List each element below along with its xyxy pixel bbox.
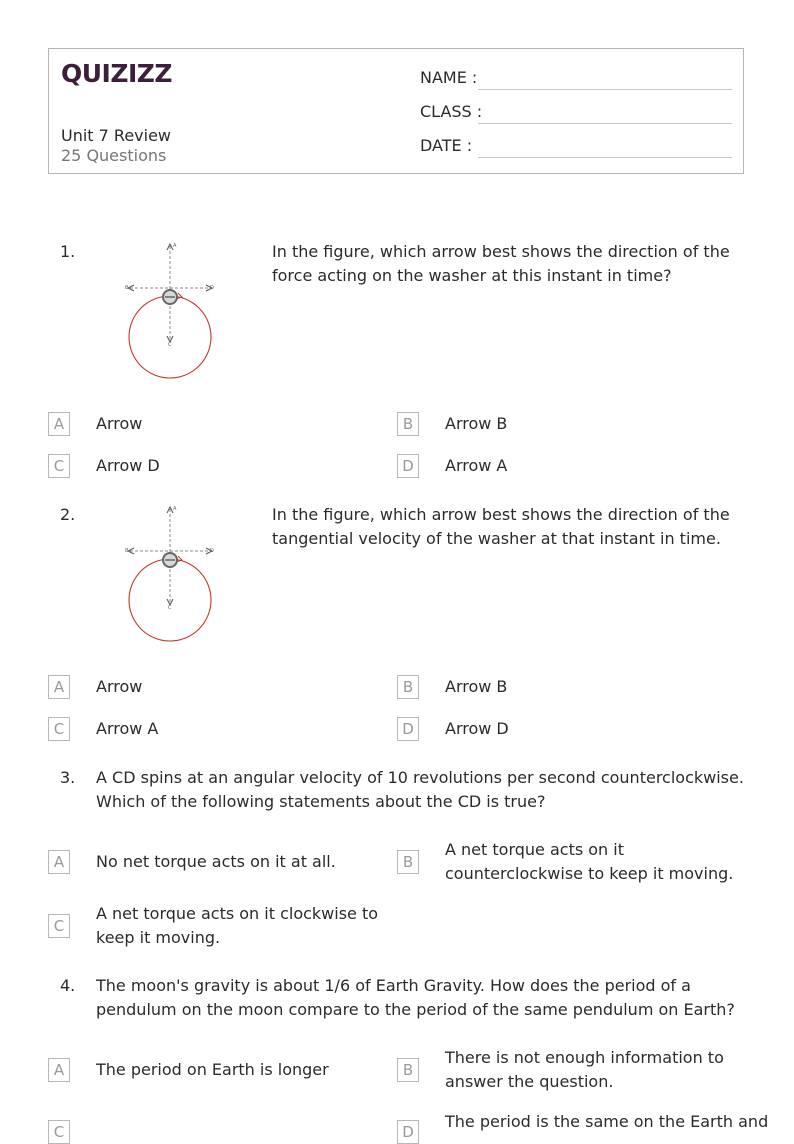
q2-option-b-text[interactable]: Arrow B bbox=[445, 677, 508, 696]
circular-motion-figure-2 bbox=[118, 503, 222, 645]
label-d: D bbox=[210, 548, 214, 554]
q2-option-c-letter[interactable]: C bbox=[48, 717, 70, 741]
q3-option-c-letter[interactable]: C bbox=[48, 914, 70, 938]
q2-option-a-letter[interactable]: A bbox=[48, 675, 70, 699]
label-c: C bbox=[168, 605, 172, 611]
class-line[interactable] bbox=[478, 123, 732, 124]
q4-option-d-letter[interactable]: D bbox=[397, 1120, 419, 1144]
q3-option-b-letter[interactable]: B bbox=[397, 850, 419, 874]
date-line[interactable] bbox=[478, 157, 732, 158]
question-2-text: In the figure, which arrow best shows the direction of the tangential velocity of the washer at that instant in time. bbox=[272, 505, 730, 548]
question-2-number: 2. bbox=[60, 505, 76, 524]
name-line[interactable] bbox=[478, 89, 732, 90]
date-label: DATE : bbox=[420, 136, 473, 155]
class-label: CLASS : bbox=[420, 102, 483, 121]
q3-option-a-letter[interactable]: A bbox=[48, 850, 70, 874]
q2-option-b-letter[interactable]: B bbox=[397, 675, 419, 699]
q4-option-b-text[interactable]: There is not enough information to answer the question. bbox=[445, 1048, 724, 1091]
q2-option-a-text[interactable]: Arrow bbox=[96, 677, 143, 696]
quizizz-logo: QUIZIZZ bbox=[61, 59, 173, 88]
label-d: D bbox=[210, 285, 214, 291]
q3-option-c-text[interactable]: A net torque acts on it clockwise to keep it moving. bbox=[96, 904, 379, 947]
q4-option-b-letter[interactable]: B bbox=[397, 1058, 419, 1082]
q4-option-a-letter[interactable]: A bbox=[48, 1058, 70, 1082]
q3-option-a-text[interactable]: No net torque acts on it at all. bbox=[96, 852, 336, 871]
q1-option-d-letter[interactable]: D bbox=[397, 454, 419, 478]
label-a: A bbox=[173, 506, 177, 512]
question-1-number: 1. bbox=[60, 242, 76, 261]
q1-option-d-text[interactable]: Arrow A bbox=[445, 456, 508, 475]
label-c: C bbox=[168, 342, 172, 348]
q1-option-c-text[interactable]: Arrow D bbox=[96, 456, 160, 475]
q1-option-a-letter[interactable]: A bbox=[48, 412, 70, 436]
q1-option-b-letter[interactable]: B bbox=[397, 412, 419, 436]
question-1-text: In the figure, which arrow best shows the direction of the force acting on the washer at this instant in time? bbox=[272, 242, 730, 285]
q3-option-b-text[interactable]: A net torque acts on it counterclockwise to keep it moving. bbox=[445, 840, 734, 883]
q2-option-c-text[interactable]: Arrow A bbox=[96, 719, 159, 738]
q1-option-c-letter[interactable]: C bbox=[48, 454, 70, 478]
q4-option-a-text[interactable]: The period on Earth is longer bbox=[96, 1060, 329, 1079]
q1-option-a-text[interactable]: Arrow bbox=[96, 414, 143, 433]
q2-option-d-text[interactable]: Arrow D bbox=[445, 719, 509, 738]
label-b: B bbox=[125, 548, 129, 554]
label-a: A bbox=[173, 243, 177, 249]
q2-option-d-letter[interactable]: D bbox=[397, 717, 419, 741]
name-label: NAME : bbox=[420, 68, 478, 87]
question-4-number: 4. bbox=[60, 976, 76, 995]
question-4-text: The moon's gravity is about 1/6 of Earth Gravity. How does the period of a pendulum on the moon compare to the period of the same pendulum on Earth? bbox=[96, 976, 735, 1019]
q4-option-c-letter[interactable]: C bbox=[48, 1120, 70, 1144]
worksheet-header bbox=[48, 48, 744, 174]
q4-option-d-text[interactable]: The period is the same on the Earth and bbox=[445, 1112, 769, 1131]
circular-motion-figure-1 bbox=[118, 240, 222, 382]
question-count: 25 Questions bbox=[61, 146, 167, 165]
question-3-number: 3. bbox=[60, 768, 76, 787]
label-b: B bbox=[125, 285, 129, 291]
q1-option-b-text[interactable]: Arrow B bbox=[445, 414, 508, 433]
worksheet-title: Unit 7 Review bbox=[61, 126, 172, 145]
question-3-text: A CD spins at an angular velocity of 10 revolutions per second counterclockwise. Which of the following statements about the CD is true? bbox=[96, 768, 744, 811]
